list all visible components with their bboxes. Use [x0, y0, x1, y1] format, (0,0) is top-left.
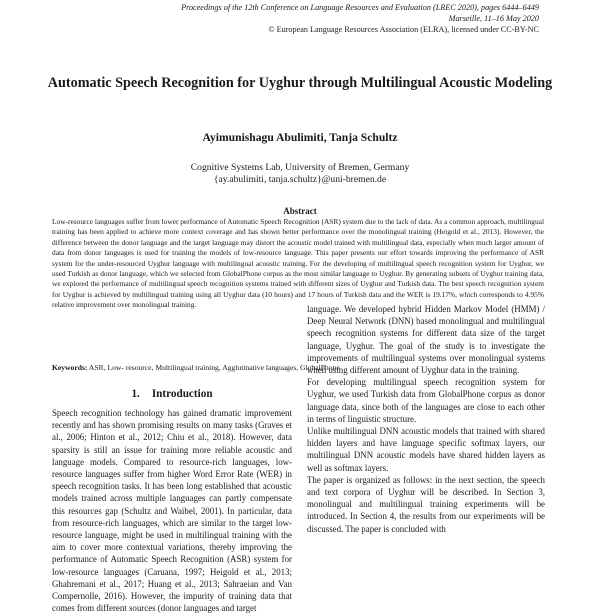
- intro-paragraph-3: For developing multilingual speech recognition system for Uyghur, we used Turkish data from GlobalPhone corpus as donor language data, since both of the languages are close to each other in terms of linguistic structure.: [307, 377, 545, 424]
- section-number: 1.: [131, 388, 140, 400]
- intro-paragraph-5: The paper is organized as follows: in the next section, the speech and text corpora of Uyghur will be described. In Section 3, monolingual and multilingual training experiments will be introduced. In Section 4, the results from our experiments will be discussed. The paper is concluded with: [307, 474, 545, 534]
- header-line-proceedings: Proceedings of the 12th Conference on Language Resources and Evaluation (LREC 2020), pages 6444–6449: [181, 3, 539, 12]
- intro-paragraph-2: language. We developed hybrid Hidden Markov Model (HMM) / Deep Neural Network (DNN) based monolingual and multilingual speech recognition systems for different data size of the target language, Uyghur. The goal of the study is to investigate the improvements of multilingual systems over monolingual systems when using different amount of Uyghur data in the training.: [307, 304, 545, 376]
- intro-paragraph-1: Speech recognition technology has gained dramatic improvement recently and has shown promising results on many tasks (Graves et al., 2006; Hinton et al., 2012; Chiu et al., 2018). However, data sparsity is still an issue for training more reliable acoustic and language models. Compared to resource-rich languages, low-resource languages suffer from higher Word Error Rate (WER) in speech recognition tasks. It has been long established that acoustic models trained across multiple languages can partly compensate this resources gap (Schultz and Waibel, 2001). In particular, data from resource-rich languages, which are similar to the target low-resource language, might be used in multilingual training with the aim to cover more contextual variations, thereby improving the performance of Automatic Speech Recognition (ASR) system for low-resource languages (Caruana, 1997; Heigold et al., 2013; Ghahremani et al., 2017; Huang et al., 2013; Sahraeian and Van Compernolle, 2016). However, the impurity of training data that comes from different sources (donor languages and target: [52, 408, 292, 614]
- header-line-license: © European Language Resources Association (ELRA), licensed under CC-BY-NC: [268, 25, 539, 34]
- section-title: Introduction: [151, 388, 213, 400]
- right-column: [307, 303, 545, 535]
- affiliation-emails: {ay.abulimiti, tanja.schultz}@uni-bremen.de: [213, 174, 387, 185]
- keywords-label: Keywords:: [52, 363, 88, 372]
- header-line-venue: Marseille, 11–16 May 2020: [448, 14, 539, 23]
- keywords-text: ASR, Low- resource, Multilingual training, Agglutinative languages, GlobalPhone: [88, 363, 340, 372]
- left-column: [52, 407, 292, 614]
- authors: Ayimunishagu Abulimiti, Tanja Schultz: [202, 131, 398, 144]
- section-heading-introduction: [52, 388, 292, 400]
- proceedings-header: [0, 2, 539, 35]
- abstract-heading: Abstract: [283, 206, 317, 216]
- paper-title: Automatic Speech Recognition for Uyghur through Multilingual Acoustic Modeling: [47, 75, 553, 91]
- affiliation: [0, 162, 600, 186]
- intro-paragraph-4: Unlike multilingual DNN acoustic models that trained with shared hidden layers and have language specific softmax layers, our multilingual DNN acoustic models have shared hidden layers as well as softmax layers.: [307, 426, 545, 473]
- affiliation-lab: Cognitive Systems Lab, University of Bremen, Germany: [190, 162, 410, 173]
- abstract-text: Low-resource languages suffer from lower performance of Automatic Speech Recognition (ASR) system due to the lack of data. As a common approach, multilingual training has been applied to achieve more context coverage and has shown better performance over the monolingual training (Heigold et al., 2013). However, the difference between the donor language and the target language may distort the acoustic model trained with multilingual data, especially when much larger amount of data from donor languages is used for training the models of low-resource language. This paper presents our effort towards improving the performance of ASR system for the under-resourced Uyghur language with multilingual acoustic training. For the developing of multilingual speech recognition system for Uyghur, we used Turkish as donor language, which we selected from GlobalPhone corpus as the most similar language to Uyghur. By generating subsets of Uyghur training data, we explored the performance of multilingual speech recognition systems trained with different sizes of Uyghur and Turkish data. The best speech recognition system for Uyghur is achieved by multilingual training using all Uyghur data (10 hours) and 17 hours of Turkish data and the WER is 19.17%, which corresponds to 4.95% relative improvement over monolingual training.: [52, 217, 544, 310]
